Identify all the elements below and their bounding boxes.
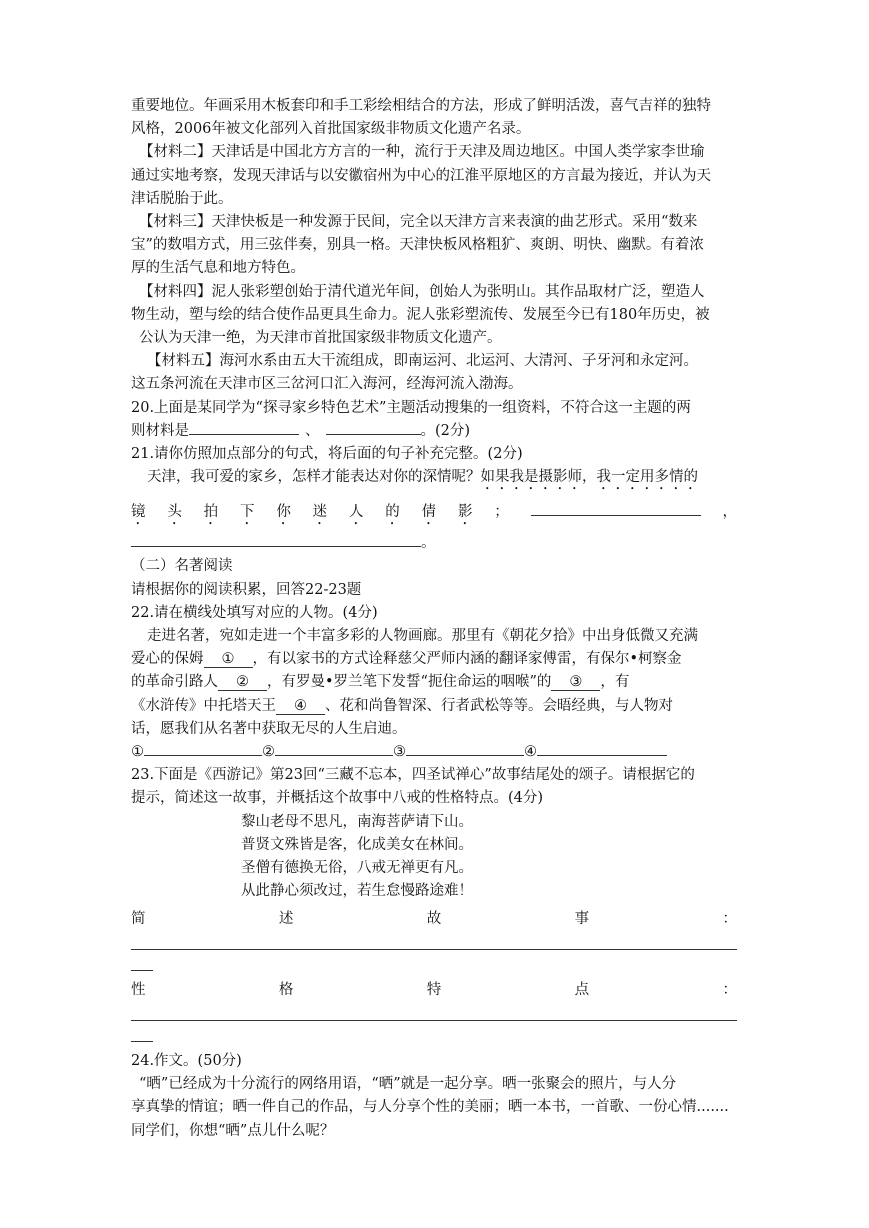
intro-line-1: 重要地位。年画采用木板套印和手工彩绘相结合的方法，形成了鲜明活泼，喜气吉祥的独特 [131,98,711,114]
material-5-line-2: 这五条河流在天津市区三岔河口汇入海河，经海河流入渤海。 [131,376,523,393]
q22-blank-2[interactable] [218,674,267,691]
q22-answer-blank-3[interactable] [406,741,524,756]
q20-blank-1[interactable] [189,420,299,435]
poem-line: 普贤文殊皆是客，化成美女在林间。 [241,836,473,853]
q24-line-3: 同学们，你想“晒”点儿什么呢？ [131,1122,335,1139]
material-4-line-3: 公认为天津一绝，为天津市首批国家级非物质文化遗产。 [139,330,502,347]
label-char: 简 [131,910,146,927]
q21-blank-2[interactable] [131,532,421,547]
q22-blank-number: ② [236,674,249,691]
q21-title: 21.请你仿照加点部分的句式，将后面的句子补充完整。(2分) [131,446,523,463]
label-char: 述 [278,910,294,927]
label-char: ： [722,981,737,998]
q22-text: ，有罗曼•罗兰笔下发誓“扼住命运的咽喉”的 [267,674,552,691]
q22-title: 22.请在横线处填写对应的人物。(4分) [131,604,378,621]
q21-text [131,466,737,493]
q20-prefix: 则材料是 [131,422,189,439]
q21-char: 人 [348,504,364,521]
q20-title: 20.上面是某同学为“探寻家乡特色艺术”主题活动搜集的一组资料，不符合这一主题的两 [131,399,691,416]
q22-line-3 [131,671,737,694]
q22-answer-blank-4[interactable] [537,741,667,756]
label-char: 事 [574,910,590,927]
label-char: 故 [426,910,442,927]
q24-line-2: 享真挚的情谊；晒一件自己的作品，与人分享个性的美丽；晒一本书，一首歌、一份心情....... [131,1099,729,1116]
q21-char: 你 [276,504,291,521]
material-2-line-3: 津话脱胎于此。 [131,190,233,207]
label-char: ： [722,910,737,927]
q23-title-2: 提示，简述这一故事，并概括这个故事中八戒的性格特点。(4分) [131,790,544,807]
q21-char: ； [494,504,509,521]
material-5-line-1: 【材料五】海河水系由五大干流组成，即南运河、北运河、大清河、子牙河和永定河。 [147,353,698,370]
q22-answer-label: ④ [524,744,537,761]
q22-blank-4[interactable] [276,698,325,715]
q22-text: ，有 [600,674,630,691]
q24-line-1: “晒”已经成为十分流行的网络用语，“晒”就是一起分享。晒一张聚会的照片，与人分 [139,1076,677,1093]
q23-title-1: 23.下面是《西游记》第23回“三藏不忘本，四圣试禅心”故事结尾处的颂子。请根据它的 [131,767,695,784]
q22-text: 、花和尚鲁智深、行者武松等等。会晤经典，与人物对 [325,697,673,714]
material-2-line-1: 【材料二】天津话是中国北方方言的一种，流行于天津及周边地区。中国人类学家李世瑜 [139,144,705,161]
poem-line: 圣僧有德换无俗，八戒无禅更有凡。 [241,860,473,877]
poem-line: 从此静心须改过，若生怠慢路途难！ [241,883,473,900]
label-char: 特 [426,981,442,998]
q20-answer-line [131,420,737,443]
q21-comma: ， [722,504,737,521]
q21-answer-line [131,532,737,555]
section-2-instruction: 请根据你的阅读积累，回答22-23题 [131,581,362,598]
q21-blank-1[interactable] [531,501,701,516]
label-char: 性 [131,981,146,998]
q23-label-story [131,908,737,931]
q24-title: 24.作文。(50分) [131,1052,242,1069]
q22-line-5: 话，愿我们从名著中获取无尽的人生启迪。 [131,720,407,737]
document-page [131,95,737,1143]
q20-suffix: 。(2分) [420,422,471,439]
q22-answer-blank-1[interactable] [144,741,262,756]
label-char: 点 [574,981,590,998]
q23-label-character [131,979,737,1002]
material-4-line-2: 物生动，塑与绘的结合使作品更具生命力。泥人张彩塑流传、发展至今已有180年历史，被 [131,306,710,323]
q22-blank-number: ④ [294,697,307,714]
q23-answer-line-1[interactable] [131,937,737,950]
q22-line-1: 走进名著，宛如走进一个丰富多彩的人物画廊。那里有《朝花夕拾》中出身低微又充满 [147,628,698,645]
q22-blank-1[interactable] [204,651,253,668]
q22-text: 《水浒传》中托塔天王 [131,697,276,714]
material-4-line-1: 【材料四】泥人张彩塑创始于清代道光年间，创始人为张明山。其作品取材广泛，塑造人 [139,283,705,300]
q21-spread-line [131,501,737,528]
q23-answer-line-2-tail [131,1031,153,1042]
q21-text-plain: 天津，我可爱的家乡，怎样才能表达对你的深情呢？ [147,469,481,486]
q21-char: 倩 [421,504,437,521]
q22-answer-row [131,741,737,764]
q20-blank-2[interactable] [326,420,421,435]
q21-char: 影 [457,504,473,521]
q22-answer-label: ② [262,744,275,761]
q21-text-dotted: 如果我是摄影师，我一定用多情的 [480,469,698,486]
q22-text: ，有以家书的方式诠释慈父严师内涵的翻译家傅雷，有保尔•柯察金 [252,651,682,668]
q22-text: 爱心的保姆 [131,651,204,668]
q22-answer-blank-2[interactable] [275,741,393,756]
q22-line-4 [131,695,737,718]
material-3-line-1: 【材料三】天津快板是一种发源于民间，完全以天津方言来表演的曲艺形式。采用“数来 [139,214,698,231]
q21-char: 拍 [203,504,219,521]
q22-answer-label: ③ [393,744,406,761]
q20-sep: 、 [305,422,320,439]
q21-char: 的 [385,504,400,521]
q23-answer-line-1-tail [131,960,153,971]
q21-char: 迷 [312,504,328,521]
q22-answer-label: ① [131,744,144,761]
material-3-line-2: 宝”的数唱方式，用三弦伴奏，别具一格。天津快板风格粗犷、爽朗、明快、幽默。有着浓 [131,237,704,254]
q21-char: 镜 [131,504,146,521]
q21-char: 头 [167,504,182,521]
q22-blank-3[interactable] [551,674,600,691]
q22-text: 的革命引路人 [131,674,218,691]
q22-line-2 [131,648,737,671]
q23-answer-line-2[interactable] [131,1008,737,1021]
poem-line: 黎山老母不思凡，南海菩萨请下山。 [241,813,473,830]
intro-line-2: 风格，2006年被文化部列入首批国家级非物质文化遗产名录。 [131,121,531,138]
q21-end: 。 [421,535,436,552]
q22-blank-number: ① [221,651,235,668]
material-3-line-3: 厚的生活气息和地方特色。 [131,260,305,277]
q21-char: 下 [239,504,255,521]
section-2-title: （二）名著阅读 [131,558,233,575]
label-char: 格 [278,981,294,998]
q22-blank-number: ③ [569,674,583,691]
material-2-line-2: 通过实地考察，发现天津话与以安徽宿州为中心的江淮平原地区的方言最为接近，并认为天 [131,167,711,184]
